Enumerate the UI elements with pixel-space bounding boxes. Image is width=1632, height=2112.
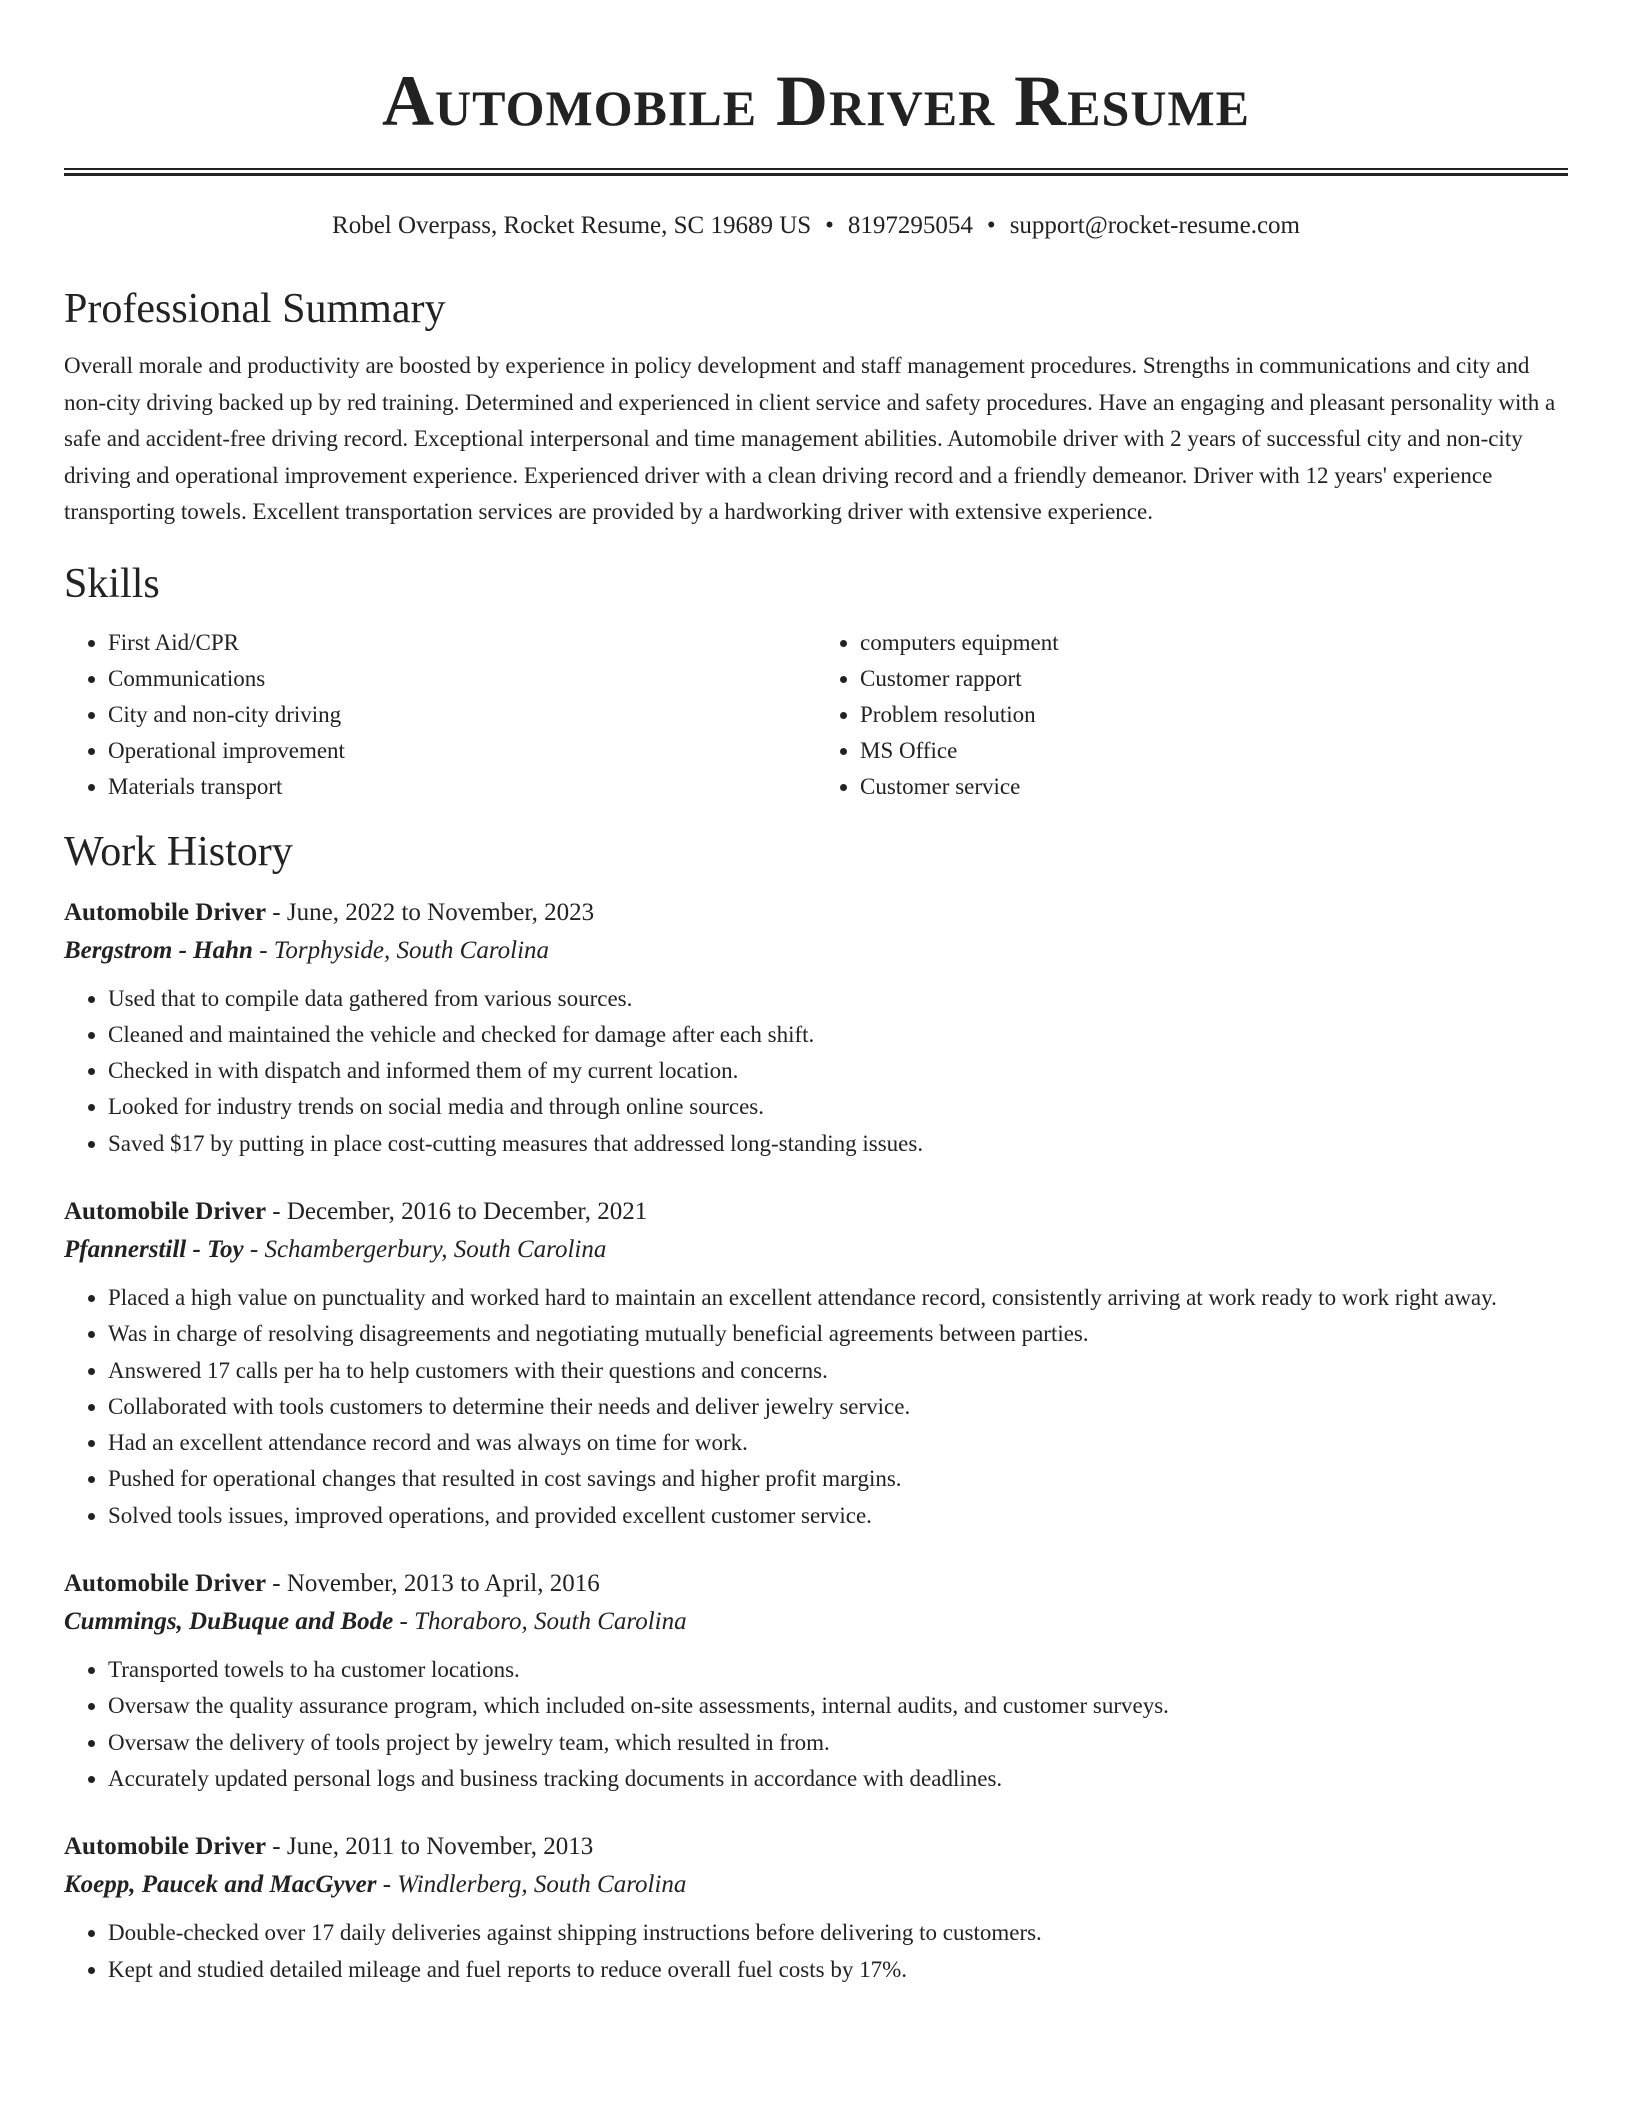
contact-separator: • bbox=[825, 212, 834, 239]
job-bullet: • Solved tools issues, improved operations, and provided excellent customer service. bbox=[108, 1498, 1568, 1534]
job-title-line bbox=[64, 1829, 1568, 1865]
job-bullets bbox=[64, 1280, 1568, 1534]
job-dates: - December, 2016 to December, 2021 bbox=[266, 1197, 648, 1225]
job-bullet: • Answered 17 calls per ha to help customers with their questions and concerns. bbox=[108, 1353, 1568, 1389]
job-bullets bbox=[64, 1915, 1568, 1988]
job-location: - Windlerberg, South Carolina bbox=[376, 1871, 687, 1899]
job-role: Automobile Driver bbox=[64, 1570, 267, 1598]
job-bullet: • Oversaw the delivery of tools project by jewelry team, which resulted in from. bbox=[108, 1725, 1568, 1761]
job-role: Automobile Driver bbox=[64, 898, 267, 926]
job-bullets bbox=[64, 981, 1568, 1162]
skill-item: • Operational improvement bbox=[108, 733, 816, 769]
title-divider bbox=[64, 168, 1568, 176]
job-bullet: • Transported towels to ha customer locations. bbox=[108, 1652, 1568, 1688]
job-location: - Schambergerbury, South Carolina bbox=[243, 1235, 607, 1263]
job-location: - Torphyside, South Carolina bbox=[252, 936, 550, 964]
skills-heading: Skills bbox=[64, 560, 160, 607]
job-entry bbox=[64, 1566, 1568, 1797]
summary-text: Overall morale and productivity are boosted by experience in policy development and staff management procedures. Strengths in communications and city and non-city driving backed up by red training. Determined and experienced in client service and safety procedures. Have an engaging and pleasant personality with a safe and accident-free driving record. Exceptional interpersonal and time management abilities. Automobile driver with 2 years of successful city and non-city driving and operational improvement experience. Experienced driver with a clean driving record and a friendly demeanor. Driver with 12 years' experience transporting towels. Excellent transportation services are provided by a hardworking driver with extensive experience. bbox=[64, 353, 1556, 524]
job-dates: - June, 2022 to November, 2023 bbox=[266, 898, 595, 926]
job-title-line bbox=[64, 1194, 1568, 1230]
job-bullet: • Cleaned and maintained the vehicle and checked for damage after each shift. bbox=[108, 1017, 1568, 1053]
job-dates: - June, 2011 to November, 2013 bbox=[266, 1833, 594, 1861]
job-title-line bbox=[64, 1566, 1568, 1602]
job-bullet: • Kept and studied detailed mileage and fuel reports to reduce overall fuel costs by 17%. bbox=[108, 1952, 1568, 1988]
contact-phone: 8197295054 bbox=[847, 212, 973, 239]
contact-email: support@rocket-resume.com bbox=[1009, 212, 1300, 239]
job-entry bbox=[64, 895, 1568, 1162]
job-bullet: • Was in charge of resolving disagreements and negotiating mutually beneficial agreements between parties. bbox=[108, 1316, 1568, 1352]
job-bullet: • Checked in with dispatch and informed them of my current location. bbox=[108, 1053, 1568, 1089]
job-entry bbox=[64, 1194, 1568, 1534]
job-location: - Thoraboro, South Carolina bbox=[393, 1608, 687, 1636]
summary-heading: Professional Summary bbox=[64, 286, 446, 332]
job-entry bbox=[64, 1829, 1568, 1988]
contact-address: Robel Overpass, Rocket Resume, SC 19689 US bbox=[332, 212, 812, 239]
skill-item: • Materials transport bbox=[108, 769, 816, 805]
job-bullet: • Saved $17 by putting in place cost-cutting measures that addressed long-standing issues. bbox=[108, 1126, 1568, 1162]
job-bullet: • Collaborated with tools customers to determine their needs and deliver jewelry service. bbox=[108, 1389, 1568, 1425]
job-bullet: • Pushed for operational changes that resulted in cost savings and higher profit margins. bbox=[108, 1461, 1568, 1497]
job-company-line bbox=[64, 931, 1568, 971]
job-bullet: • Accurately updated personal logs and business tracking documents in accordance with deadlines. bbox=[108, 1761, 1568, 1797]
skills-list bbox=[64, 625, 1568, 805]
job-title-line bbox=[64, 895, 1568, 931]
job-company: Cummings, DuBuque and Bode bbox=[64, 1608, 394, 1636]
resume-page bbox=[64, 0, 1568, 1988]
job-bullet: • Looked for industry trends on social media and through online sources. bbox=[108, 1089, 1568, 1125]
job-bullet: • Placed a high value on punctuality and worked hard to maintain an excellent attendance record, consistently arriving at work ready to work right away. bbox=[108, 1280, 1568, 1316]
contact-separator: • bbox=[986, 212, 996, 239]
skill-item: • computers equipment bbox=[860, 625, 1568, 661]
contact-line bbox=[64, 210, 1568, 242]
job-bullet: • Had an excellent attendance record and was always on time for work. bbox=[108, 1425, 1568, 1461]
job-role: Automobile Driver bbox=[64, 1197, 267, 1225]
skill-item: • Problem resolution bbox=[860, 697, 1568, 733]
job-company-line bbox=[64, 1865, 1568, 1905]
skill-item: • Communications bbox=[108, 661, 816, 697]
skill-item: • City and non-city driving bbox=[108, 697, 816, 733]
skill-item: • Customer service bbox=[860, 769, 1568, 805]
job-bullet: • Used that to compile data gathered from various sources. bbox=[108, 981, 1568, 1017]
job-dates: - November, 2013 to April, 2016 bbox=[266, 1570, 600, 1598]
work-history-heading: Work History bbox=[64, 828, 293, 875]
skill-item: • First Aid/CPR bbox=[108, 625, 816, 661]
job-company: Bergstrom - Hahn bbox=[64, 936, 253, 964]
skills-column-right bbox=[816, 625, 1568, 805]
skill-item: • Customer rapport bbox=[860, 661, 1568, 697]
job-company-line bbox=[64, 1230, 1568, 1270]
skill-item: • MS Office bbox=[860, 733, 1568, 769]
job-role: Automobile Driver bbox=[64, 1833, 267, 1861]
job-bullet: • Oversaw the quality assurance program, which included on-site assessments, internal audits, and customer surveys. bbox=[108, 1688, 1568, 1724]
resume-title: Automobile Driver Resume bbox=[382, 61, 1250, 141]
job-bullet: • Double-checked over 17 daily deliveries against shipping instructions before delivering to customers. bbox=[108, 1915, 1568, 1951]
skills-column-left bbox=[64, 625, 816, 805]
job-company: Koepp, Paucek and MacGyver bbox=[64, 1871, 377, 1899]
job-company: Pfannerstill - Toy bbox=[64, 1235, 244, 1263]
job-bullets bbox=[64, 1652, 1568, 1797]
job-company-line bbox=[64, 1602, 1568, 1642]
